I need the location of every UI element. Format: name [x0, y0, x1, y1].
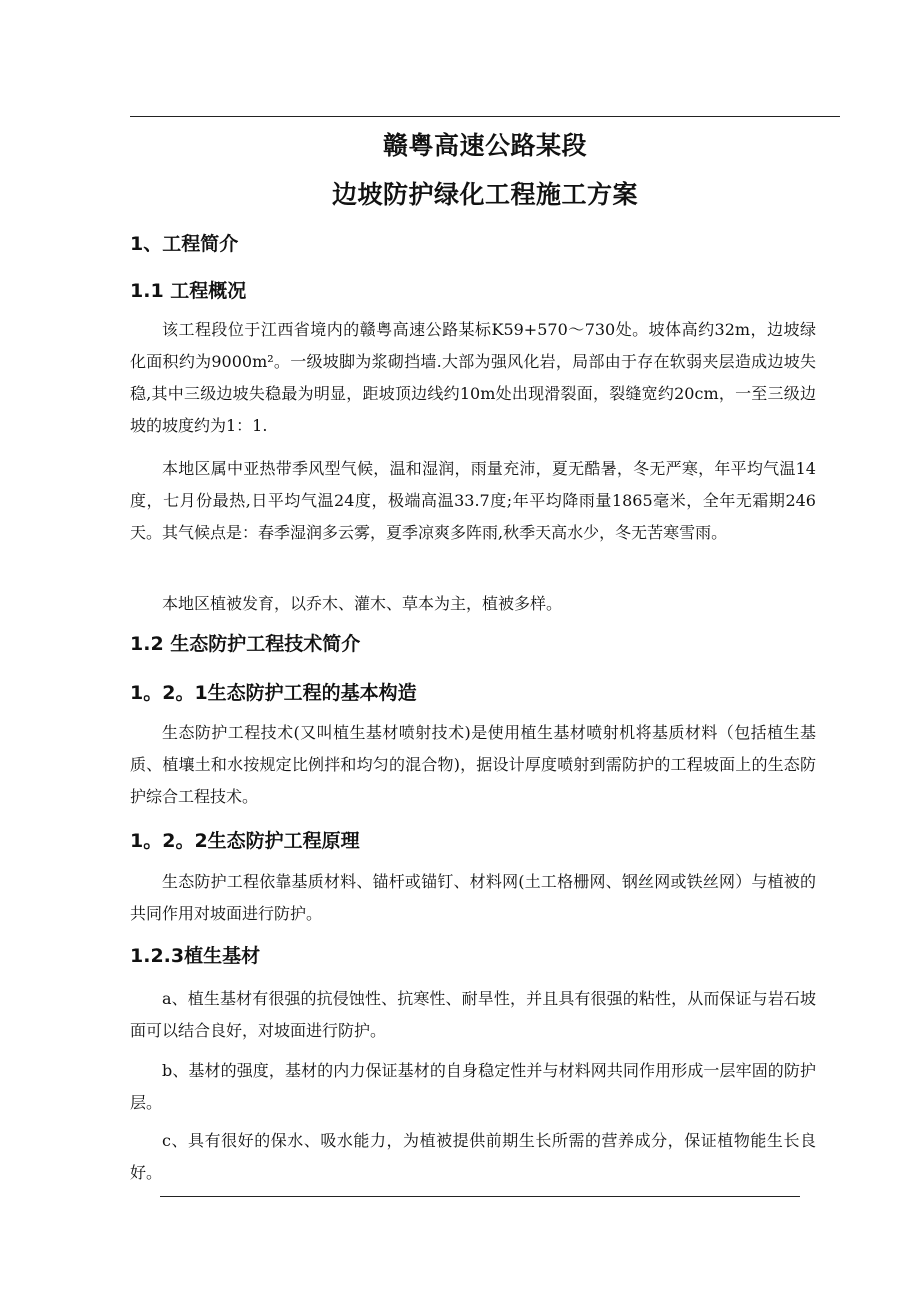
section-heading-1-1: 1.1 工程概况	[130, 280, 247, 302]
paragraph-basic-structure: 生态防护工程技术(又叫植生基材喷射技术)是使用植生基材喷射机将基质材料（包括植生基质、植壤土和水按规定比例拌和均匀的混合物)，据设计厚度喷射到需防护的工程坡面上的生态防护综合工程技术。	[130, 723, 816, 806]
section-heading-1-2-3: 1.2.3植生基材	[130, 945, 261, 967]
list-item-c: c、具有很好的保水、吸水能力，为植被提供前期生长所需的营养成分，保证植物能生长良好。	[130, 1131, 816, 1182]
document-title-line-2: 边坡防护绿化工程施工方案	[331, 180, 638, 209]
document-title-line-1: 赣粤高速公路某段	[382, 131, 587, 160]
paragraph-principle: 生态防护工程依靠基质材料、锚杆或锚钉、材料网(土工格栅网、钢丝网或铁丝网）与植被的共同作用对坡面进行防护。	[130, 872, 816, 923]
paragraph-climate: 本地区属中亚热带季风型气候，温和湿润，雨量充沛，夏无酷暑，冬无严寒，年平均气温14度，七月份最热,日平均气温24度，极端高温33.7度;年平均降雨量1865毫米，全年无霜期246天。其气候点是：春季湿润多云雾，夏季凉爽多阵雨,秋季天高水少，冬无苦寒雪雨。	[130, 459, 816, 542]
footer-rule	[160, 1196, 800, 1197]
header-rule	[130, 116, 840, 117]
paragraph-project-overview: 该工程段位于江西省境内的赣粤高速公路某标K59+570～730处。坡体高约32m，边坡绿化面积约为9000m²。一级坡脚为浆砌挡墙.大部为强风化岩，局部由于存在软弱夹层造成边坡失稳,其中三级边坡失稳最为明显，距坡顶边线约10m处出现滑裂面，裂缝宽约20cm，一至三级边坡的坡度约为1：1.	[130, 320, 816, 435]
section-heading-1: 1、工程简介	[130, 233, 239, 255]
section-heading-1-2-1: 1。2。1生态防护工程的基本构造	[130, 682, 417, 704]
section-heading-1-2: 1.2 生态防护工程技术简介	[130, 633, 361, 655]
list-item-b: b、基材的强度，基材的内力保证基材的自身稳定性并与材料网共同作用形成一层牢固的防护层。	[130, 1061, 816, 1112]
paragraph-vegetation: 本地区植被发育，以乔木、灌木、草本为主，植被多样。	[162, 594, 563, 613]
list-item-a: a、植生基材有很强的抗侵蚀性、抗寒性、耐旱性，并且具有很强的粘性，从而保证与岩石坡面可以结合良好，对坡面进行防护。	[130, 989, 816, 1040]
section-heading-1-2-2: 1。2。2生态防护工程原理	[130, 830, 360, 852]
